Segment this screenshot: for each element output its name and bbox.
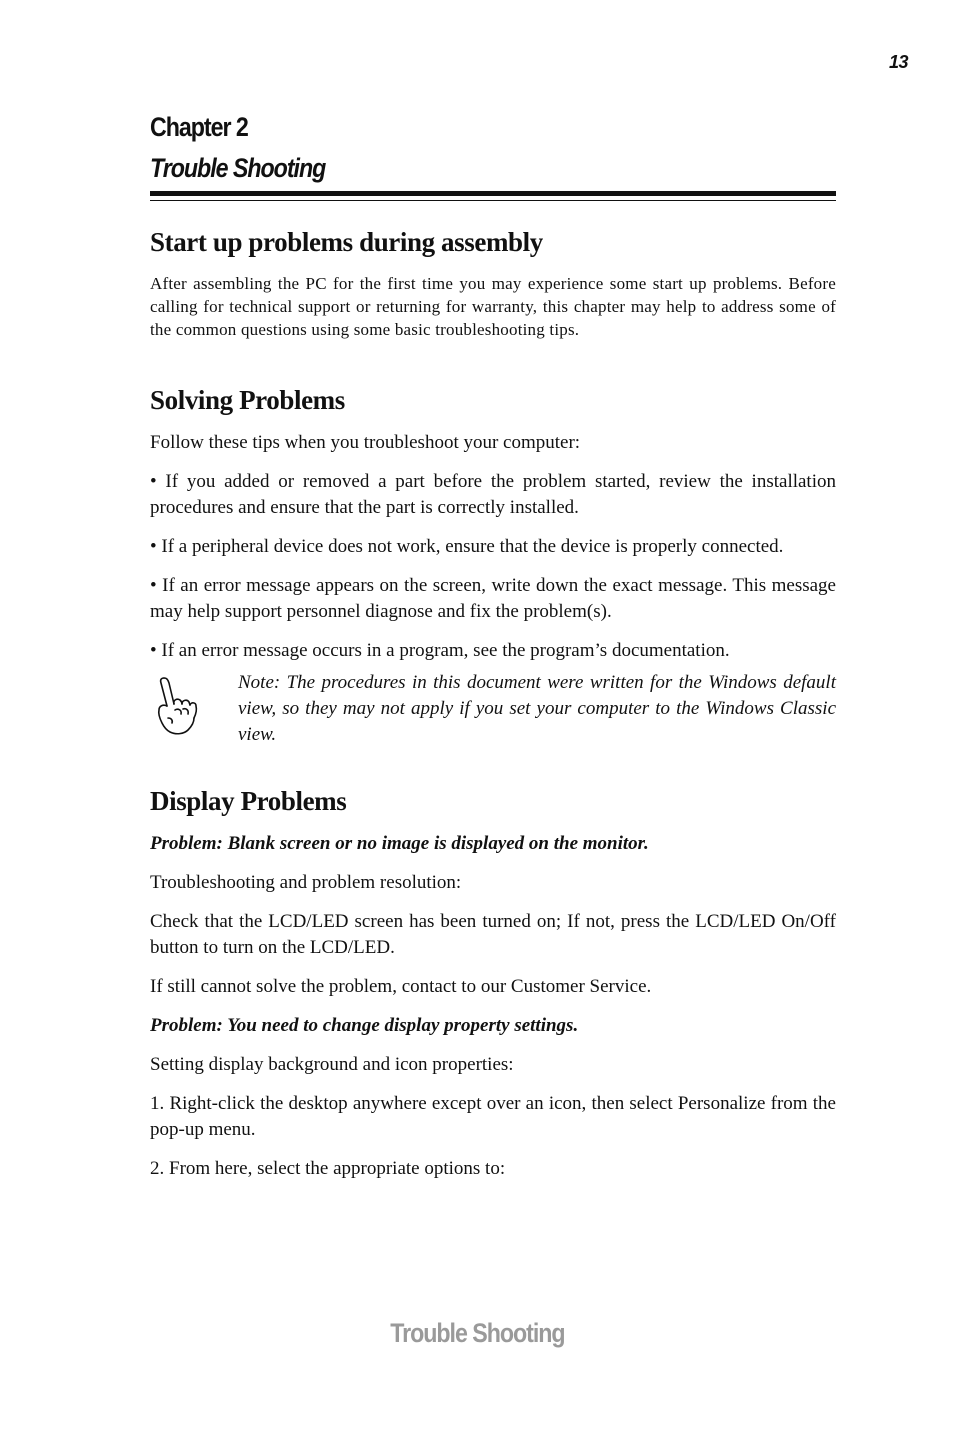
check-text: Check that the LCD/LED screen has been turned on; If not, press the LCD/LED On/Off button to turn on the LCD/LED. (150, 911, 836, 958)
chapter-rule-thick (150, 191, 836, 196)
contact-text: If still cannot solve the problem, contact to our Customer Service. (150, 976, 652, 997)
chapter-label: Chapter 2 (150, 112, 248, 142)
setting-label: Setting display background and icon properties: (150, 1054, 514, 1075)
problem-statement: Problem: Blank screen or no image is displayed on the monitor. (150, 833, 649, 854)
note-block (150, 670, 836, 748)
step-item: 1. Right-click the desktop anywhere except over an icon, then select Personalize from the pop-up menu. (150, 1093, 836, 1140)
resolution-label: Troubleshooting and problem resolution: (150, 872, 462, 893)
tip-item: • If an error message appears on the screen, write down the exact message. This message may help support personnel diagnose and fix the problem(s). (150, 575, 836, 622)
solving-heading: Solving Problems (150, 385, 345, 415)
tip-item: • If you added or removed a part before the problem started, review the installation procedures and ensure that the part is correctly installed. (150, 471, 836, 518)
problem-statement: Problem: You need to change display property settings. (150, 1015, 579, 1036)
tip-item: • If an error message occurs in a program, see the program’s documentation. (150, 640, 730, 661)
display-heading: Display Problems (150, 786, 347, 816)
step-item: 2. From here, select the appropriate options to: (150, 1158, 506, 1179)
chapter-rule-thin (150, 200, 836, 201)
startup-body: After assembling the PC for the first time you may experience some start up problems. Before calling for technical support or returning for warranty, this chapter may help to address some of the common questions using some basic troubleshooting tips. (150, 274, 836, 339)
page-number: 13 (888, 52, 908, 72)
footer-text: Trouble Shooting (389, 1318, 565, 1348)
footer-title (0, 1318, 954, 1349)
tip-item: • If a peripheral device does not work, ensure that the device is properly connected. (150, 536, 784, 557)
pointing-hand-icon (150, 670, 238, 743)
note-text: Note: The procedures in this document were written for the Windows default view, so they may not apply if you set your computer to the Windows Classic view. (238, 672, 836, 745)
page-content (150, 226, 836, 1195)
startup-heading: Start up problems during assembly (150, 227, 543, 257)
chapter-title: Trouble Shooting (150, 153, 326, 183)
solving-intro: Follow these tips when you troubleshoot your computer: (150, 432, 581, 453)
